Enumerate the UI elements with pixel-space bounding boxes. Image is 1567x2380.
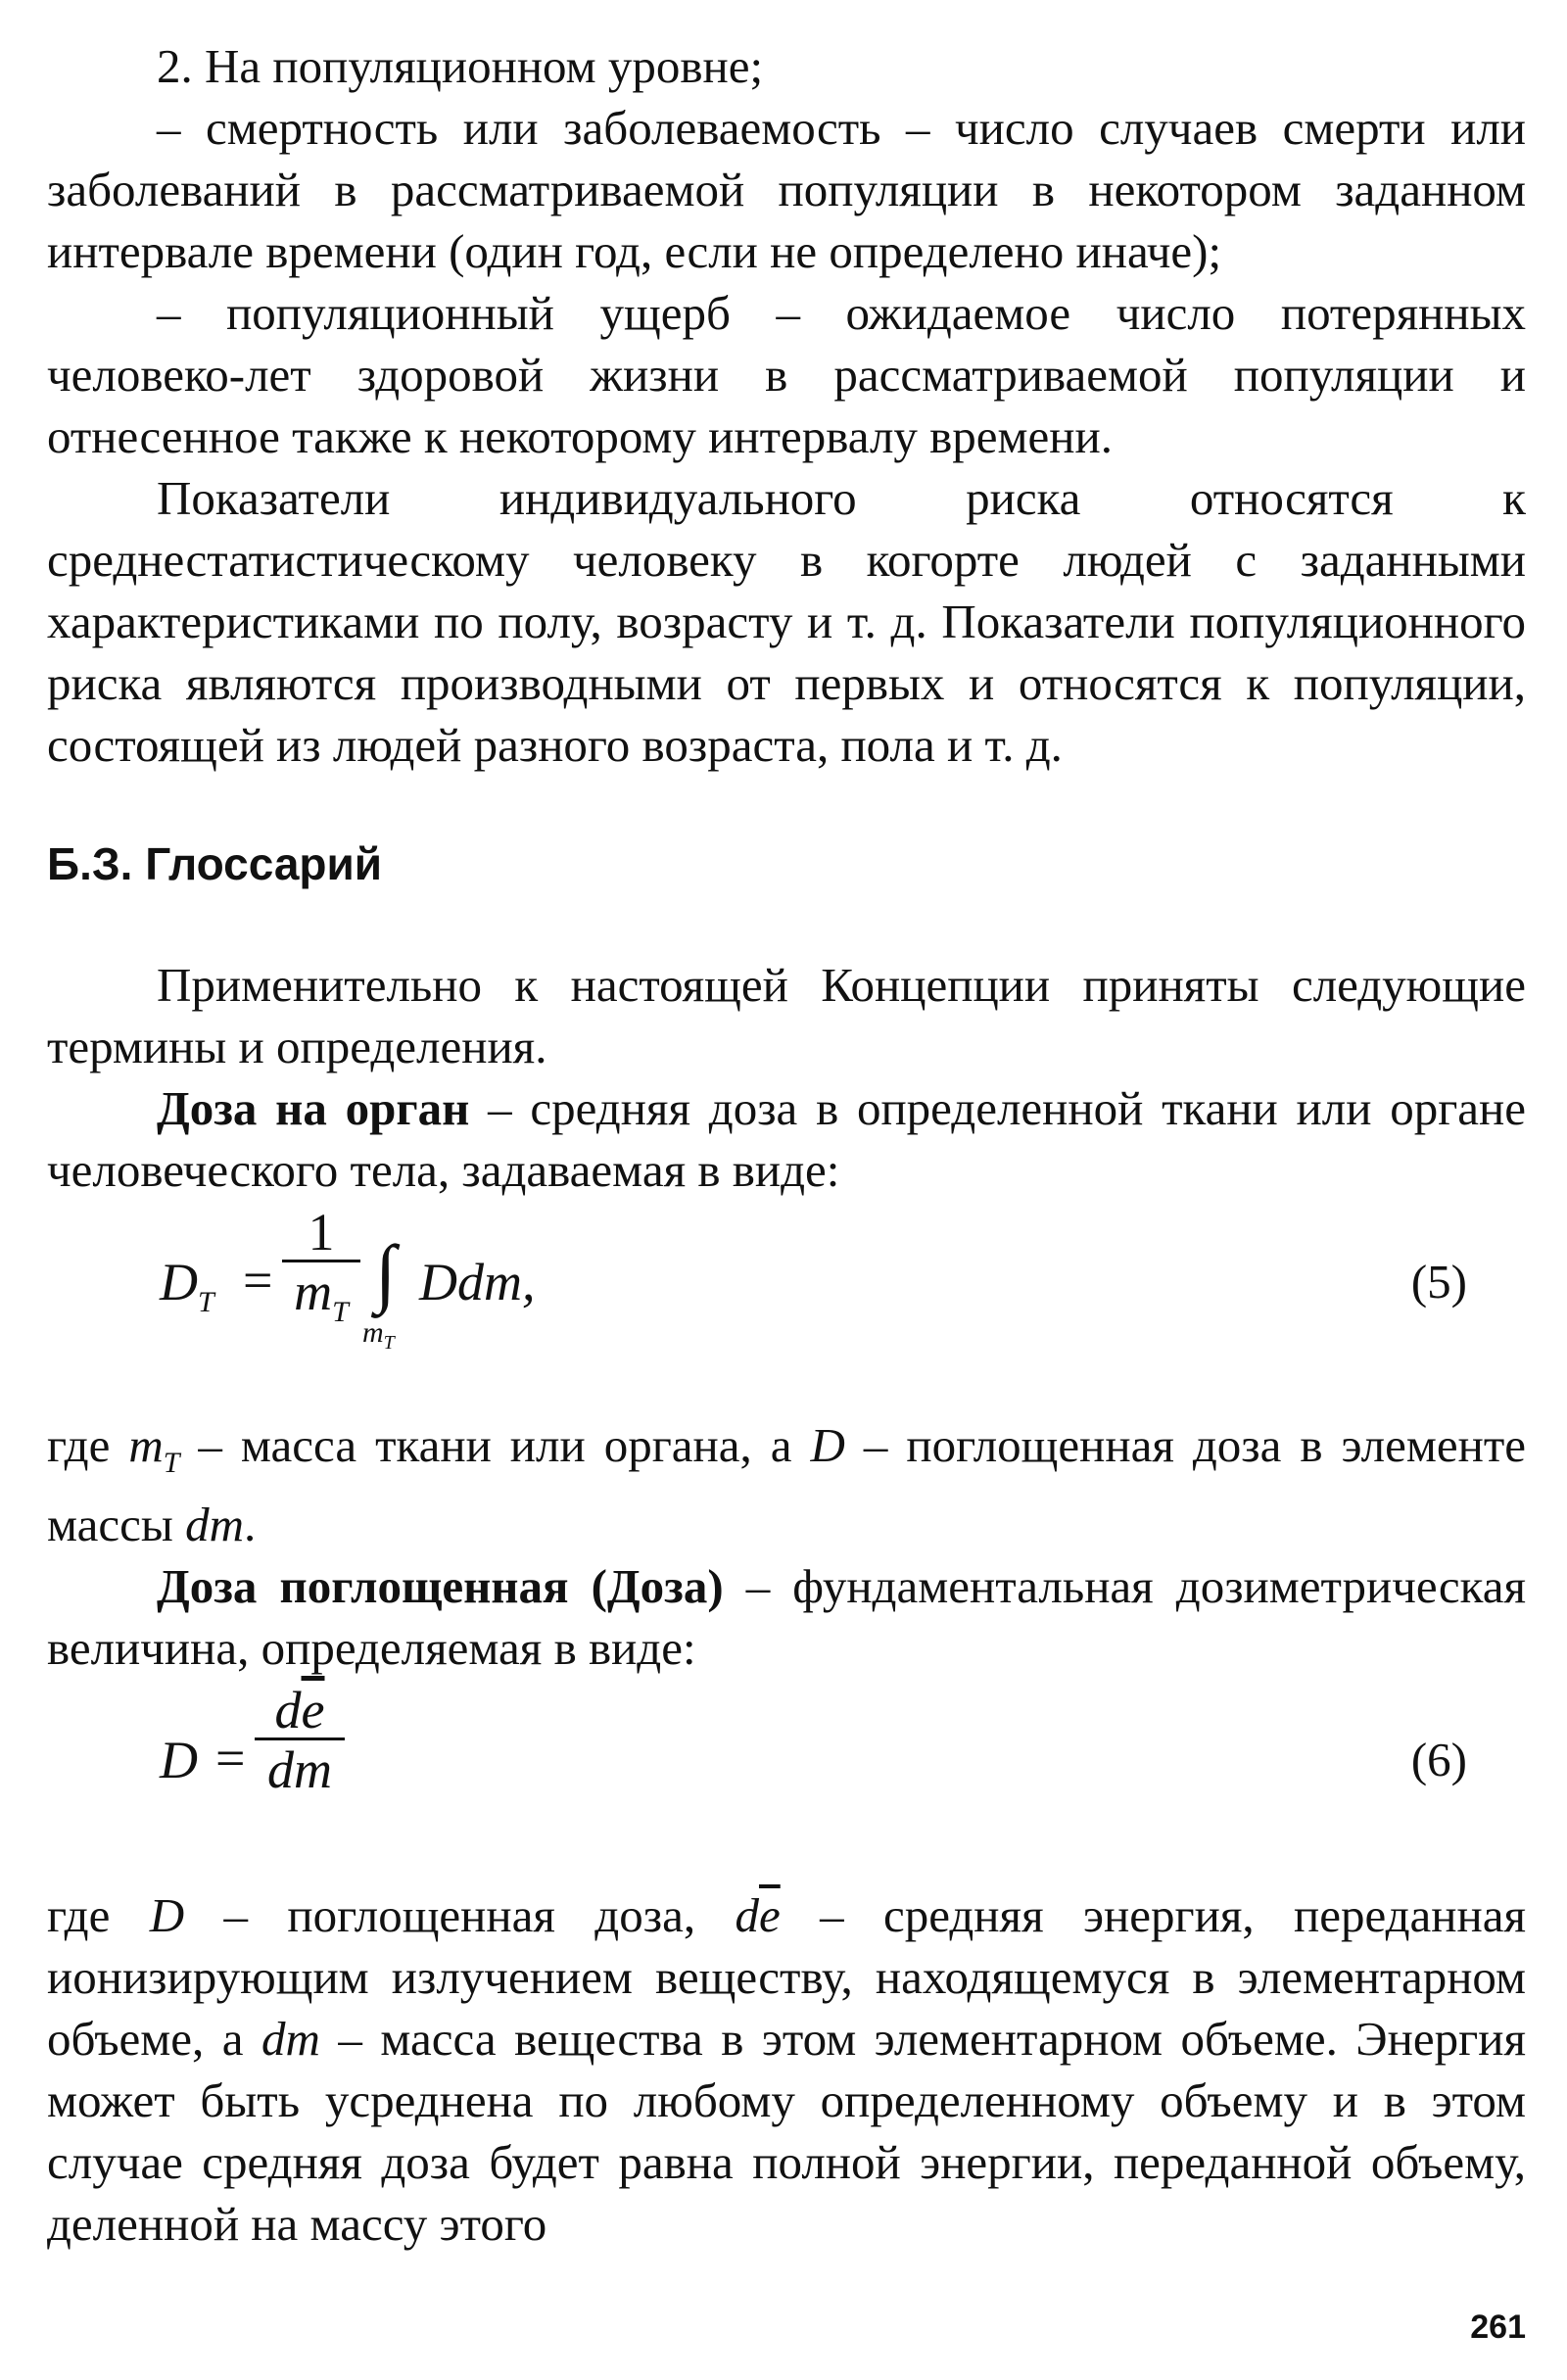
formula-5-equals: =	[243, 1251, 273, 1309]
formula-6-numerator: $d\overline{e}$	[274, 1680, 325, 1739]
formula-6-lhs: D	[160, 1730, 198, 1789]
absorbed-dose-where: где D – поглощенная доза, $d\overline{e}$ – средняя энергия, переданная ионизирующим излучением веществу, находящемуся в элементарном объеме, а dm – масса вещества в этом элементарном объеме. Энергия может быть усреднена по любому определенному объему и в этом случае средняя доза будет равна полной энергии, переданной объему, деленной на массу этого	[47, 1887, 1526, 2251]
formula-5-number: (5)	[1410, 1255, 1467, 1309]
formula-5-body: Ddm,	[419, 1253, 536, 1311]
organ-dose-where: где $m_T$ – масса ткани или органа, а D – поглощенная доза в элементе массы dm.	[47, 1418, 1526, 1551]
organ-dose-text: – средняя доза в определенной ткани или органе человеческого тела, задаваемая в виде:	[47, 1081, 1527, 1197]
where-m-symbol: $m_T$	[128, 1418, 180, 1479]
formula-6-equals: =	[215, 1728, 246, 1787]
list-item-mortality: – смертность или заболеваемость – число случаев смерти или заболеваний в рассматриваемой популяции в некотором заданном интервале времени (один год, если не определено иначе);	[47, 101, 1526, 278]
glossary-heading: Б.З. Глоссарий	[47, 838, 383, 889]
formula-6-number: (6)	[1410, 1732, 1467, 1786]
absorbed-dose-term: Доза поглощенная (Доза)	[157, 1558, 724, 1613]
organ-dose-definition	[47, 1077, 1526, 1201]
organ-dose-term: Доза на орган	[157, 1081, 470, 1135]
formula-5-numerator: 1	[308, 1203, 335, 1261]
absorbed-dose-text: – фундаментальная дозиметрическая величина, определяемая в виде:	[47, 1558, 1526, 1675]
formula-5	[47, 1201, 1526, 1375]
mean-energy-symbol: $d\overline{e}$	[735, 1887, 781, 1942]
list-item-population-damage: – популяционный ущерб – ожидаемое число потерянных человеко-лет здоровой жизни в рассматриваемой популяции и отнесенное также к некоторому интервалу времени.	[47, 286, 1526, 463]
page-number: 261	[1470, 2309, 1526, 2346]
glossary-intro: Применительно к настоящей Концепции приняты следующие термины и определения.	[47, 958, 1526, 1073]
absorbed-dose-definition	[47, 1555, 1526, 1679]
formula-5-lhs: $D_T$	[160, 1253, 214, 1318]
page-content	[47, 35, 1526, 2255]
formula-5-fraction	[282, 1205, 360, 1342]
formula-6	[47, 1679, 1526, 1845]
formula-5-integral-limit: $m_T$	[362, 1316, 395, 1354]
section-title: 2. На популяционном уровне;	[157, 39, 764, 93]
formula-5-denominator: $m_T$	[282, 1260, 360, 1342]
formula-5-integral: ∫	[375, 1229, 397, 1314]
formula-6-denominator: dm	[255, 1737, 345, 1799]
formula-6-fraction	[255, 1680, 345, 1799]
risk-paragraph: Показатели индивидуального риска относятся к среднестатистическому человеку в когорте людей с заданными характеристиками по полу, возрасту и т. д. Показатели популяционного риска являются производными от первых и относятся к популяции, состоящей из людей разного возраста, пола и т. д.	[47, 471, 1526, 772]
